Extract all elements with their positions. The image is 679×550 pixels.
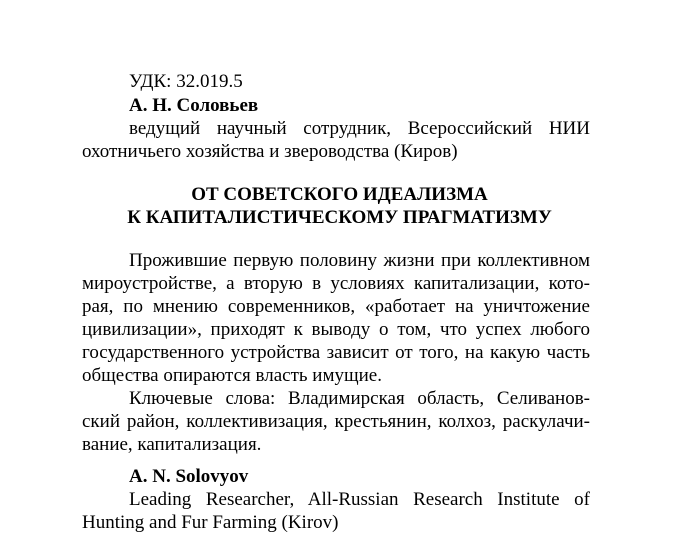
author-affiliation-en-line: Leading Researcher, All-Russian Research Institute of <box>129 489 590 510</box>
abstract-line: мироустройстве, а вторую в условиях капитализации, кото- <box>82 273 590 294</box>
author-name-ru: А. Н. Соловьев <box>129 95 259 116</box>
article-title-line: К КАПИТАЛИСТИЧЕСКОМУ ПРАГМАТИЗМУ <box>127 207 552 228</box>
keywords-line: вание, капитализация. <box>82 434 262 455</box>
author-name-en: A. N. Solovyov <box>129 466 249 487</box>
keywords-line: ский район, коллективизация, крестьянин, колхоз, раскулачи- <box>82 411 590 432</box>
udc-code: УДК: 32.019.5 <box>129 71 243 92</box>
keywords-line: Ключевые слова: Владимирская область, Селиванов- <box>129 388 590 409</box>
article-title-line: ОТ СОВЕТСКОГО ИДЕАЛИЗМА <box>191 184 488 205</box>
author-affiliation-en-line: Hunting and Fur Farming (Kirov) <box>82 512 339 533</box>
abstract-line: цивилизации», приходят к выводу о том, что успех любого <box>82 319 590 340</box>
author-affiliation-ru-line: ведущий научный сотрудник, Всероссийский НИИ <box>129 118 590 139</box>
abstract-line: Прожившие первую половину жизни при коллективном <box>129 250 590 271</box>
abstract-line: общества опираются власть имущие. <box>82 365 382 386</box>
author-affiliation-ru-line: охотничьего хозяйства и звероводства (Киров) <box>82 141 458 162</box>
abstract-line: рая, по мнению современников, «работает на уничтожение <box>82 296 590 317</box>
abstract-line: государственного устройства зависит от того, на какую часть <box>82 342 590 363</box>
